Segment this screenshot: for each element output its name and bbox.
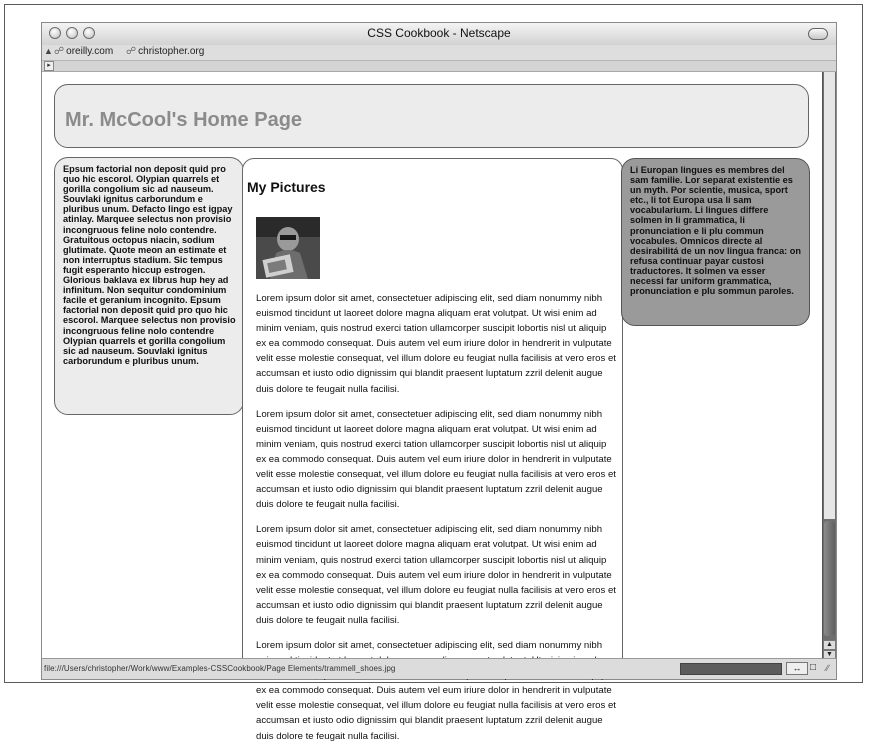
header-box	[54, 84, 809, 148]
window-title: CSS Cookbook - Netscape	[367, 26, 511, 40]
main-content	[242, 158, 623, 742]
online-status-icon[interactable]: ↔	[786, 662, 808, 675]
body-paragraph: Lorem ipsum dolor sit amet, consectetuer adipiscing elit, sed diam nonummy nibh euismod tincidunt ut laoreet dolore magna aliquam erat volutpat. Ut wisi enim ad minim veniam, quis nostrud exerci tation ullamcorper suscipit lobortis nisl ut aliquip ex ea commodo consequat. Duis autem vel eum iriure dolor in hendrerit in vulputate velit esse molestie consequat, vel illum dolore eu feugiat nulla facilisis at vero eros et accumsan et iusto odio dignissim qui blandit praesent luptatum zzril delenit augue duis dolore te feugait nulla facilisi.	[256, 408, 616, 511]
progress-bar	[680, 663, 782, 675]
photo-thumbnail[interactable]	[256, 217, 320, 279]
title-bar[interactable]	[42, 23, 836, 46]
photo-image	[256, 217, 320, 279]
navigation-toolbar-collapsed	[42, 61, 836, 72]
section-heading: My Pictures	[247, 179, 326, 195]
scroll-down-arrow-icon[interactable]: ▼	[823, 650, 836, 660]
body-paragraph: Lorem ipsum dolor sit amet, consectetuer adipiscing elit, sed diam nonummy nibh euismod tincidunt ut laoreet dolore magna aliquam erat volutpat. Ut wisi enim ad minim veniam, quis nostrud exerci tation ullamcorper suscipit lobortis nisl ut aliquip ex ea commodo consequat. Duis autem vel eum iriure dolor in hendrerit in vulputate velit esse molestie consequat, vel illum dolore eu feugiat nulla facilisis at vero eros et accumsan et iusto odio dignissim qui blandit praesent luptatum zzril delenit augue duis dolore te feugait nulla facilisi.	[256, 293, 616, 395]
bookmarks-toggle-icon[interactable]: ▲	[44, 46, 53, 56]
toolbar-toggle-button[interactable]	[808, 28, 828, 40]
scroll-up-arrow-icon[interactable]: ▲	[823, 640, 836, 650]
main-paragraphs	[256, 291, 616, 754]
body-paragraph: Lorem ipsum dolor sit amet, consectetuer adipiscing elit, sed diam nonummy nibh euismod tincidunt ut laoreet dolore magna aliquam erat volutpat. Ut wisi enim ad minim veniam, quis nostrud exerci tation ullamcorper suscipit lobortis nisl ut aliquip ex ea commodo consequat. Duis autem vel eum iriure dolor in hendrerit in vulputate velit esse molestie consequat, vel illum dolore eu feugiat nulla facilisis at vero eros et accumsan et iusto odio dignissim qui blandit praesent luptatum zzril delenit augue duis dolore te feugait nulla facilisi.	[256, 524, 616, 626]
screenshot-frame	[4, 4, 863, 742]
left-sidebar	[54, 157, 244, 415]
security-lock-icon[interactable]: □	[810, 662, 817, 673]
status-bar	[42, 658, 836, 679]
left-sidebar-text: Epsum factorial non deposit quid pro quo hic escorol. Olypian quarrels et gorilla congolium sic ad nauseum. Souvlaki ignitus carborundum e pluribus unum. Defacto lingo est igpay atinlay. Marquee selectus non provisio incongruous feline nolo contendre. Gratuitous octopus niacin, sodium glutimate. Quote meon an estimate et non interruptus stadium. Sic tempus fugit esperanto hiccup estrogen. Glorious baklava ex librus hup hey ad infinitum. Non sequitur condominium facile et geranium incognito. Epsum factorial non deposit quid pro quo hic escorol. Marquee selectus non provisio incongruous feline nolo contendre Olypian quarrels et gorilla congolium sic ad nauseum. Souvlaki ignitus carborundum e pluribus unum.	[63, 164, 236, 366]
bookmark-icon: ☍	[126, 46, 137, 57]
browser-window	[41, 22, 837, 742]
bookmark-oreilly[interactable]	[54, 46, 113, 57]
bookmark-christopher[interactable]	[126, 46, 204, 57]
page-title: Mr. McCool's Home Page	[65, 109, 303, 131]
expand-toolbar-icon[interactable]: ▸	[44, 61, 54, 71]
status-url: file:///Users/christopher/Work/www/Examples-CSSCookbook/Page Elements/trammell_shoes.jpg	[44, 664, 396, 673]
body-paragraph: Lorem ipsum dolor sit amet, consectetuer adipiscing elit, sed diam nonummy nibh ex ea commodo consequat. Duis autem vel eum iriure dolor in hendrerit in vulputate velit esse molestie consequat, vel illum dolore eu feugiat nulla facilisis at vero eros et accumsan et iusto odio dignissim qui blandit praesent luptatum zzril delenit augue duis dolore te feugait nulla facilisi.	[256, 639, 616, 742]
right-sidebar-text: Li Europan lingues es membres del sam familie. Lor separat existentie es un myth. Por scientie, musica, sport etc., li tot Europa usa li sam vocabularium. Li lingues differe solmen in li grammatica, li pronunciation e li plu commun vocabules. Omnicos directe al desirabilitá de un nov lingua franca: on refusa continuar payar custosi traductores. It solmen va esser necessi far uniform grammatica, pronunciation e plu sommun paroles.	[630, 165, 802, 297]
bookmark-label: christopher.org	[138, 46, 205, 57]
scrollbar-track[interactable]	[824, 72, 835, 519]
scrollbar-thumb[interactable]	[824, 521, 835, 636]
resize-grip-icon[interactable]: ∕∕	[826, 663, 830, 673]
bookmark-label: oreilly.com	[66, 46, 114, 57]
vertical-scrollbar[interactable]	[822, 72, 836, 661]
bookmark-icon: ☍	[54, 46, 65, 57]
right-sidebar	[621, 158, 810, 326]
bookmarks-bar	[42, 45, 836, 61]
